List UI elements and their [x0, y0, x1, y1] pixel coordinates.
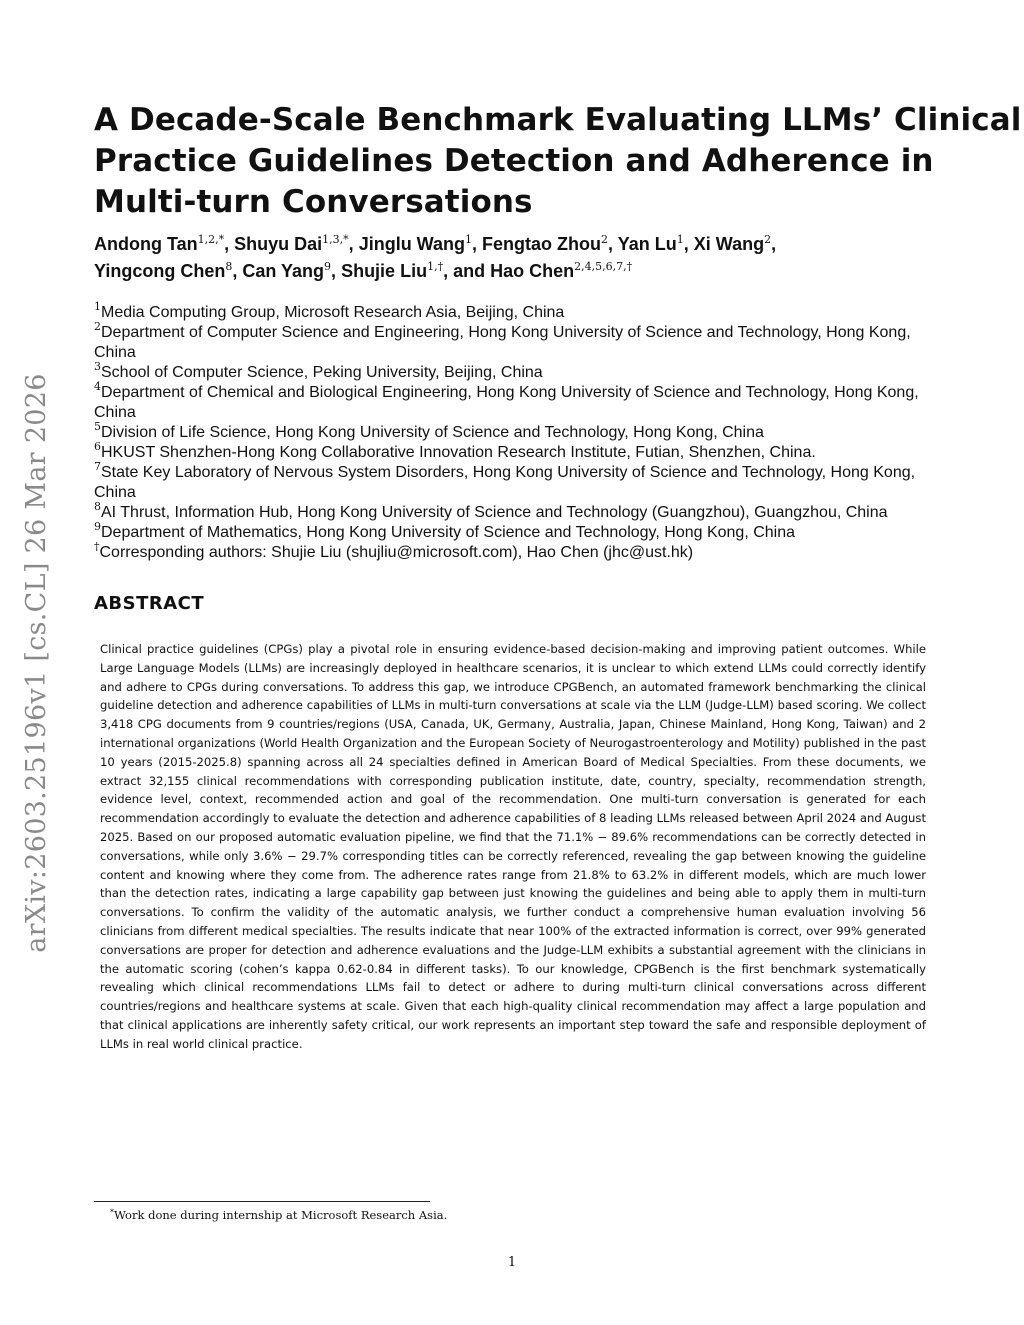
- paper-title: [94, 100, 1022, 223]
- affiliation: [94, 380, 924, 423]
- affiliation: [94, 420, 924, 443]
- author-name: Fengtao Zhou: [482, 234, 602, 254]
- title-line: Practice Guidelines Detection and Adherence in: [94, 143, 934, 179]
- footnote-mark: *: [110, 1208, 114, 1217]
- title-line: Multi-turn Conversations: [94, 184, 533, 220]
- author-affil-marks: 1,†: [427, 260, 444, 273]
- author-affil-marks: 2: [764, 233, 772, 246]
- affiliation-text: AI Thrust, Information Hub, Hong Kong University of Science and Technology (Guangzhou), Guangzhou, China: [101, 504, 888, 521]
- author-separator: ,: [771, 234, 777, 254]
- author-affil-marks: 1: [465, 233, 473, 246]
- author-separator: , and: [443, 261, 491, 281]
- title-line: A Decade-Scale Benchmark Evaluating LLMs’ Clinical: [94, 102, 1022, 138]
- footnote-text: Work done during internship at Microsoft Research Asia.: [114, 1208, 448, 1222]
- affiliation-text: Department of Mathematics, Hong Kong University of Science and Technology, Hong Kong, China: [101, 524, 796, 541]
- affiliation-mark: 6: [94, 440, 101, 453]
- author-line: [94, 231, 954, 258]
- author-affil-marks: 2,4,5,6,7,†: [574, 260, 633, 273]
- author-name: Yan Lu: [617, 234, 677, 254]
- affiliation: [94, 500, 924, 523]
- author-line: [94, 258, 954, 285]
- author-name: Can Yang: [242, 261, 325, 281]
- author-list: [94, 231, 954, 285]
- author-name: Xi Wang: [693, 234, 765, 254]
- affiliation-text: State Key Laboratory of Nervous System Disorders, Hong Kong University of Science and Technology, Hong Kong, China: [94, 464, 916, 501]
- affiliation: [94, 300, 924, 323]
- author-separator: ,: [348, 234, 359, 254]
- affiliation-text: Division of Life Science, Hong Kong University of Science and Technology, Hong Kong, China: [101, 424, 764, 441]
- affiliation: [94, 520, 924, 543]
- affiliation-list: [94, 300, 924, 563]
- footnote-divider: [94, 1201, 430, 1202]
- author-separator: ,: [331, 261, 342, 281]
- affiliation-mark: †: [94, 540, 100, 553]
- affiliation-text: HKUST Shenzhen-Hong Kong Collaborative Innovation Research Institute, Futian, Shenzhen, China.: [101, 444, 816, 461]
- arxiv-identifier: arXiv:2603.25196v1 [cs.CL] 26 Mar 2026: [21, 373, 52, 953]
- corresponding-authors: [94, 540, 924, 563]
- affiliation: [94, 320, 924, 363]
- author-affil-marks: 8: [225, 260, 233, 273]
- affiliation: [94, 360, 924, 383]
- author-name: Yingcong Chen: [94, 261, 226, 281]
- affiliation-mark: 2: [94, 320, 101, 333]
- author-affil-marks: 1,3,*: [322, 233, 349, 246]
- corresponding-authors-text: Corresponding authors: Shujie Liu (shujliu@microsoft.com), Hao Chen (jhc@ust.hk): [99, 544, 694, 561]
- affiliation-mark: 5: [94, 420, 101, 433]
- author-name: Jinglu Wang: [358, 234, 466, 254]
- affiliation-mark: 3: [94, 360, 101, 373]
- author-separator: ,: [232, 261, 243, 281]
- author-name: Andong Tan: [94, 234, 198, 254]
- page-number: 1: [507, 1255, 517, 1270]
- abstract-heading: ABSTRACT: [94, 593, 205, 614]
- author-name: Shujie Liu: [341, 261, 428, 281]
- affiliation-mark: 7: [94, 460, 101, 473]
- author-separator: ,: [224, 234, 235, 254]
- affiliation: [94, 460, 924, 503]
- affiliation-mark: 4: [94, 380, 101, 393]
- author-name: Hao Chen: [490, 261, 575, 281]
- footnote: [110, 1207, 710, 1223]
- author-separator: ,: [608, 234, 618, 254]
- author-affil-marks: 2: [601, 233, 609, 246]
- author-separator: ,: [683, 234, 694, 254]
- author-affil-marks: 9: [324, 260, 332, 273]
- affiliation-mark: 9: [94, 520, 101, 533]
- affiliation-text: Department of Computer Science and Engineering, Hong Kong University of Science and Technology, Hong Kong, China: [94, 324, 911, 361]
- abstract-body: Clinical practice guidelines (CPGs) play a pivotal role in ensuring evidence-based decision-making and improving patient outcomes. While Large Language Models (LLMs) are increasingly deployed in healthcare scenarios, it is unclear to which extend LLMs could correctly identify and adhere to CPGs during conversations. To address this gap, we introduce CPGBench, an automated framework benchmarking the clinical guideline detection and adherence capabilities of LLMs in multi-turn conversations at scale via the LLM (Judge-LLM) based scoring. We collect 3,418 CPG documents from 9 countries/regions (USA, Canada, UK, Germany, Australia, Japan, Chinese Mainland, Hong Kong, Taiwan) and 2 international organizations (World Health Organization and the European Society of Neurogastroenterology and Motility) published in the past 10 years (2015-2025.8) spanning across all 24 specialties defined in American Board of Medical Specialties. From these documents, we extract 32,155 clinical recommendations with corresponding publication institute, date, country, specialty, recommendation strength, evidence level, context, recommended action and goal of the recommendation. One multi-turn conversation is generated for each recommendation accordingly to evaluate the detection and adherence capabilities of 8 leading LLMs released between April 2024 and August 2025. Based on our proposed automatic evaluation pipeline, we find that the 71.1% − 89.6% recommendations can be correctly detected in conversations, while only 3.6% − 29.7% corresponding titles can be correctly referenced, revealing the gap between knowing the guideline content and knowing where they come from. The adherence rates range from 21.8% to 63.2% in different models, which are much lower than the detection rates, indicating a large capability gap between just knowing the guidelines and being able to apply them in multi-turn conversations. To confirm the validity of the automatic analysis, we further conduct a comprehensive human evaluation involving 56 clinicians from different medical specialties. The results indicate that near 100% of the extracted information is correct, over 99% generated conversations are proper for detection and adherence evaluations and the Judge-LLM exhibits a substantial agreement with the clinicians in the automatic scoring (cohen’s kappa 0.62-0.84 in different tasks). To our knowledge, CPGBench is the first benchmark systematically revealing which clinical recommendations LLMs fail to detect or adhere to during multi-turn clinical conversations across different countries/regions and healthcare systems at scale. Given that each high-quality clinical recommendation may affect a large population and that clinical applications are inherently safety critical, our work represents an important step toward the safe and responsible deployment of LLMs in real world clinical practice.: [100, 642, 926, 1051]
- affiliation: [94, 440, 924, 463]
- affiliation-text: School of Computer Science, Peking University, Beijing, China: [101, 364, 543, 381]
- author-affil-marks: 1: [676, 233, 684, 246]
- affiliation-text: Department of Chemical and Biological Engineering, Hong Kong University of Science and Technology, Hong Kong, China: [94, 384, 919, 421]
- author-separator: ,: [472, 234, 483, 254]
- author-name: Shuyu Dai: [234, 234, 323, 254]
- author-affil-marks: 1,2,*: [197, 233, 225, 246]
- affiliation-mark: 8: [94, 500, 101, 513]
- affiliation-mark: 1: [94, 300, 101, 313]
- affiliation-text: Media Computing Group, Microsoft Research Asia, Beijing, China: [101, 304, 565, 321]
